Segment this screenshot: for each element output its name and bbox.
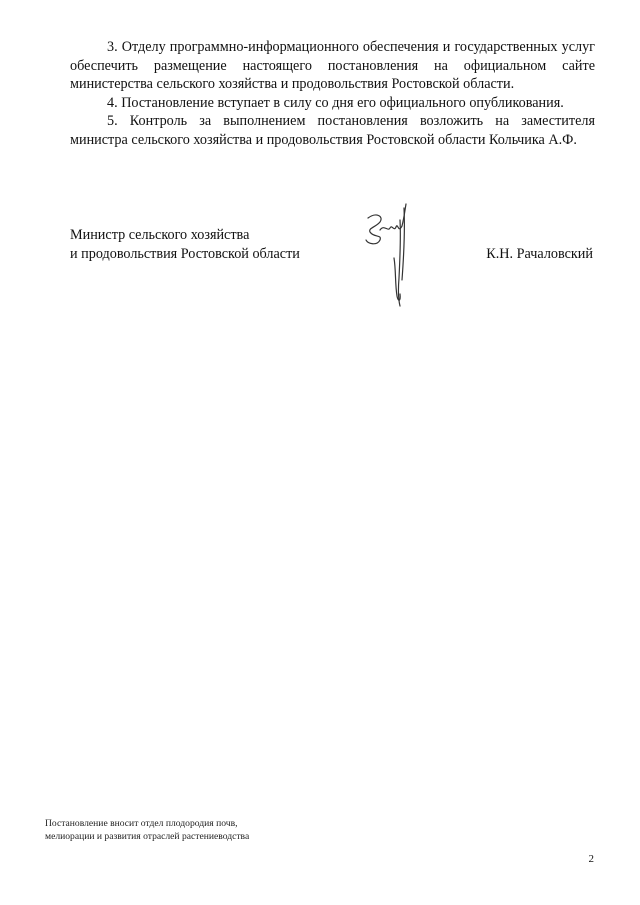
document-body (70, 38, 595, 150)
minister-title-line-2: и продовольствия Ростовской области (70, 245, 300, 262)
minister-name: К.Н. Рачаловский (486, 245, 593, 262)
footer-note-line-2: мелиорации и развития отраслей растениеводства (45, 830, 250, 842)
minister-title (70, 226, 300, 263)
page-number: 2 (588, 853, 594, 865)
paragraph-item-4: 4. Постановление вступает в силу со дня его официального опубликования. (107, 94, 564, 111)
footer-note (45, 818, 249, 843)
minister-title-line-1: Министр сельского хозяйства (70, 227, 250, 243)
footer-note-line-1: Постановление вносит отдел плодородия почв, (45, 818, 238, 829)
handwritten-signature (358, 198, 418, 310)
paragraph-item-3: 3. Отделу программно-информационного обеспечения и государственных услуг обеспечить размещение настоящего постановления на официальном сайте министерства сельского хозяйства и продовольствия Ростовской области. (70, 39, 595, 93)
signature-block (70, 226, 595, 326)
paragraph-item-5: 5. Контроль за выполнением постановления возложить на заместителя министра сельского хозяйства и продовольствия Ростовской области Кольчика А.Ф. (70, 113, 595, 148)
